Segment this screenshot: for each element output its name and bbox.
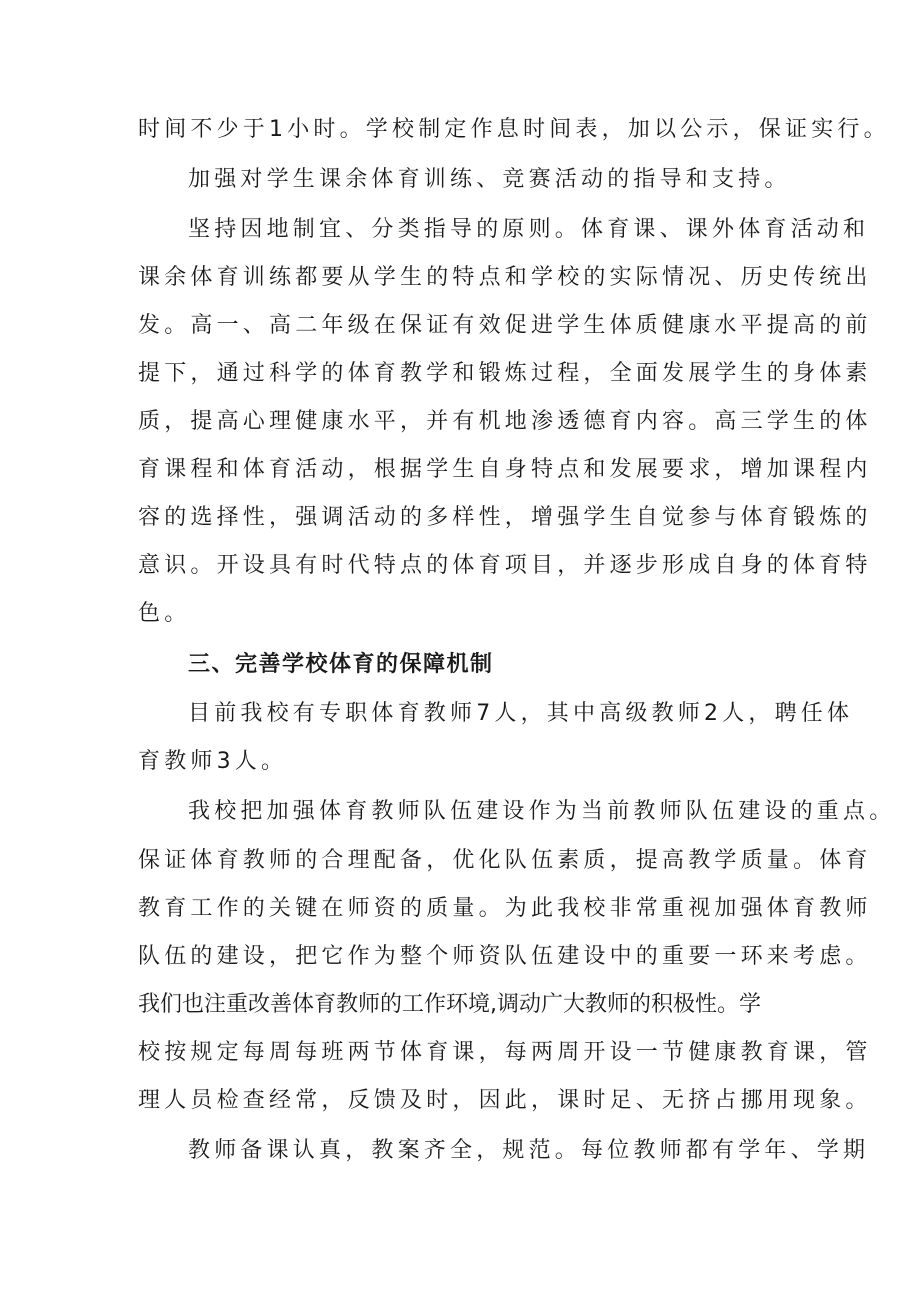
paragraph-line: 课余体育训练都要从学生的特点和学校的实际情况、历史传统出 [138, 265, 872, 290]
paragraph-line: 意识。开设具有时代特点的体育项目，并逐步形成自身的体育特 [138, 553, 872, 578]
paragraph-line: 保证体育教师的合理配备，优化队伍素质，提高教学质量。体育 [138, 848, 872, 873]
paragraph-line: 校按规定每周每班两节体育课，每两周开设一节健康教育课，管 [138, 1040, 872, 1065]
paragraph-line: 提下，通过科学的体育教学和锻炼过程，全面发展学生的身体素 [138, 361, 872, 386]
paragraph-line: 时间不少于1小时。学校制定作息时间表，加以公示，保证实行。 [138, 117, 890, 142]
paragraph-line: 教育工作的关键在师资的质量。为此我校非常重视加强体育教师 [138, 896, 872, 921]
paragraph-line: 容的选择性，强调活动的多样性，增强学生自觉参与体育锻炼的 [138, 505, 872, 530]
paragraph-line: 加强对学生课余体育训练、竞赛活动的指导和支持。 [188, 167, 791, 192]
paragraph-line: 质，提高心理健康水平，并有机地渗透德育内容。高三学生的体 [138, 409, 872, 434]
paragraph-line: 坚持因地制宜、分类指导的原则。体育课、课外体育活动和 [188, 217, 870, 242]
paragraph-line: 目前我校有专职体育教师7人，其中高级教师2人，聘任体 [188, 701, 854, 726]
paragraph-line: 教师备课认真，教案齐全，规范。每位教师都有学年、学期 [188, 1138, 870, 1163]
paragraph-line: 队伍的建设，把它作为整个师资队伍建设中的重要一环来考虑。 [138, 944, 872, 969]
section-heading: 三、完善学校体育的保障机制 [188, 652, 494, 677]
paragraph-line: 育教师3人。 [138, 749, 288, 774]
paragraph-line: 色。 [138, 601, 191, 626]
paragraph-line: 发。高一、高二年级在保证有效促进学生体质健康水平提高的前 [138, 313, 872, 338]
paragraph-line: 育课程和体育活动，根据学生自身特点和发展要求，增加课程内 [138, 457, 872, 482]
paragraph-line: 理人员检查经常，反馈及时，因此，课时足、无挤占挪用现象。 [138, 1088, 872, 1113]
paragraph-line: 我校把加强体育教师队伍建设作为当前教师队伍建设的重点。 [188, 799, 896, 824]
paragraph-line: 我们也注重改善体育教师的工作环境,调动广大教师的积极性。学 [138, 992, 761, 1017]
